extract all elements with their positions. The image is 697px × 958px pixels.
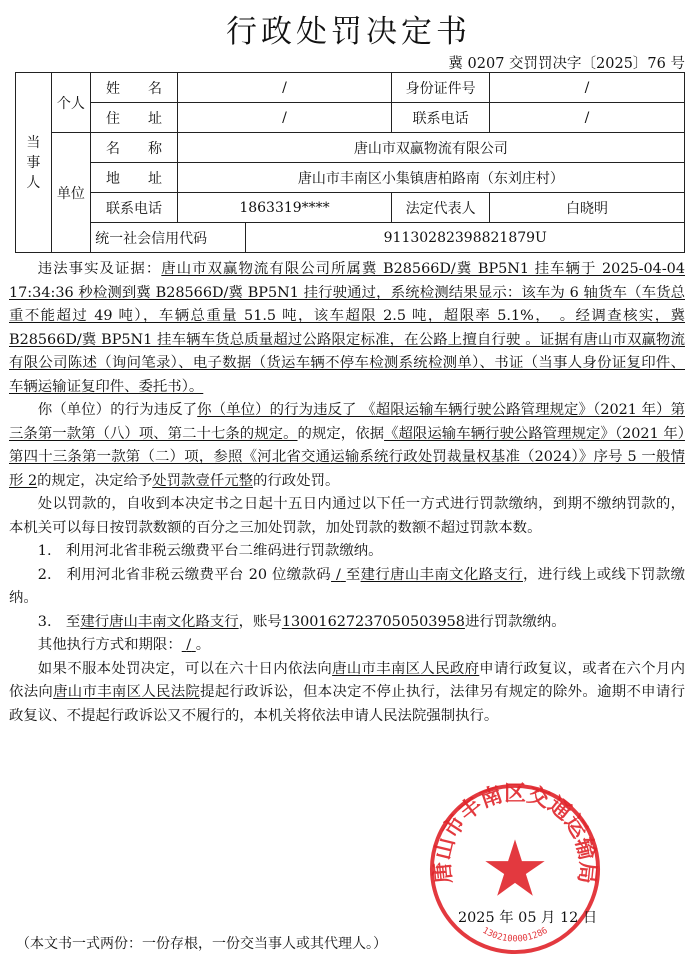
other-execution-label: 其他执行方式和期限： [37,637,182,653]
payment-method-2-text: 2. 利用河北省非税云缴费平台 20 位缴款码 [37,566,332,583]
facts-label: 违法事实及证据： [37,261,162,277]
legal-basis: 《超限运输车辆行驶公路管理规定》（2021 年）第四十三条第一款第（二）项，参照《河北省交通运输系统行政处罚裁量权基准（2024）》序号 5 一般情形 2 [9,425,685,489]
unit-address-value: 唐山市丰南区小集镇唐柏路南（东刘庄村） [177,163,684,193]
address-label: 住 址 [91,103,178,133]
violated-provision: 你（单位）的行为违反了 《超限运输车辆行驶公路管理规定》（2021 年）第三条第一款第（八）项、第二十七条的规定。 [9,402,685,442]
seal-number: 1302100001286 [480,925,550,945]
phone-label: 联系电话 [392,103,490,133]
facts-text: 唐山市双赢物流有限公司所属冀 B28566D/冀 BP5N1 挂车辆于 2025-04-04 17:34:36 秒检测到冀 B28566D/冀 BP5N1 挂行驶通过，系统检测结果显示：该车为 6 轴货车（车货总重不能超过 49 吨），车辆总重量 51.5 吨，该车超限 2.5 吨，超限率 5.1%， 。经调查核实，冀 B28566D/冀 BP5N1 挂车辆车货总质量超过公路限定标准，在公路上擅自行驶 。证据有唐山市双赢物流有限公司陈述（询问笔录）、电子数据（货运车辆不停车检测系统检测单）、书证（当事人身份证复印件、车辆运输证复印件、委托书）。 [9,261,685,395]
name-label: 姓 名 [91,73,178,103]
appeal-text-2: 申请行政复议，或者在六个月内依法向 [9,660,685,700]
payment-bank-3: 建行唐山丰南文化路支行 [80,613,239,630]
violation-text-2: 的规定，依据 [297,425,385,442]
credit-code-label: 统一社会信用代码 [91,223,246,253]
violation-paragraph [9,399,685,493]
official-seal [426,780,604,958]
legal-rep-value: 白晓明 [489,193,684,223]
payment-method-3 [9,611,685,635]
footnote: （本文书一式两份：一份存根，一份交当事人或其代理人。） [16,936,387,952]
seal-text: 唐山市丰南区交通运输局 [430,781,600,885]
payment-account: 13001627237050503958 [281,613,465,630]
appeal-text-1: 如果不服本处罚决定，可以在六十日内依法向 [37,660,333,677]
payment-method-2 [9,564,685,611]
violation-text-4: 的行政处罚。 [253,472,340,489]
appeal-paragraph [9,658,685,729]
penalty: 处罚款壹仟元整 [152,472,254,489]
id-label: 身份证件号 [392,73,490,103]
address-value: / [177,103,391,133]
payment-method-3-text: 3. 至 [37,613,81,630]
name-value: / [177,73,391,103]
other-execution: 其他执行方式和期限： / 。 [37,637,211,653]
document-body [9,258,685,728]
party-info-table [15,72,685,253]
payment-account-label: ，账号 [238,613,282,630]
credit-code-value: 91130282398821879U [246,223,685,253]
payment-code: / [336,566,341,583]
document-number: 冀 0207 交罚罚决字〔2025〕76 号 [448,56,685,72]
payment-method-3-tail: 进行罚款缴纳。 [464,613,566,630]
violation-text-3: 的规定，决定给予 [37,472,153,489]
appeal-text-3: 提起行政诉讼，但本决定不停止执行，法律另有规定的除外。逾期不申请行政复议、不提起行政诉讼又不履行的，本机关将依法申请人民法院强制执行。 [9,684,685,724]
court: 唐山市丰南区人民法院 [53,684,201,700]
issue-date: 2025 年 05 月 12 日 [458,910,598,926]
unit-phone-value: 1863319**** [177,193,391,223]
payment-bank-2: 建行唐山丰南文化路支行 [360,566,523,583]
unit-label: 单位 [51,133,90,253]
party-label: 当事人 [16,73,52,253]
phone-value: / [489,103,684,133]
document-title: 行政处罚决定书 [226,14,471,50]
facts-paragraph [9,258,685,399]
violation-text-1: 你（单位）的行为违反了 [37,402,198,418]
legal-rep-label: 法定代表人 [392,193,490,223]
individual-label: 个人 [51,73,90,133]
id-value: / [489,73,684,103]
unit-address-label: 地 址 [91,163,178,193]
payment-method-1: 1. 利用河北省非税云缴费平台二维码进行罚款缴纳。 [37,543,383,559]
seal-star-icon [485,839,544,895]
unit-phone-label: 联系电话 [91,193,178,223]
unit-name-value: 唐山市双赢物流有限公司 [177,133,684,163]
payment-method-2-tail: ，进行线上或线下罚款缴纳。 [9,566,685,606]
unit-name-label: 名 称 [91,133,178,163]
review-authority: 唐山市丰南区人民政府 [332,660,480,677]
svg-text:1302100001286 [480,926,549,945]
payment-method-2-to: 至 [345,566,361,583]
other-execution-value: / [186,637,192,653]
payment-intro: 处以罚款的，自收到本决定书之日起十五日内通过以下任一方式进行罚款缴纳，到期不缴纳罚款的，本机关可以每日按罚款数额的百分之三加处罚款，加处罚款的数额不超过罚款本数。 [9,496,685,536]
